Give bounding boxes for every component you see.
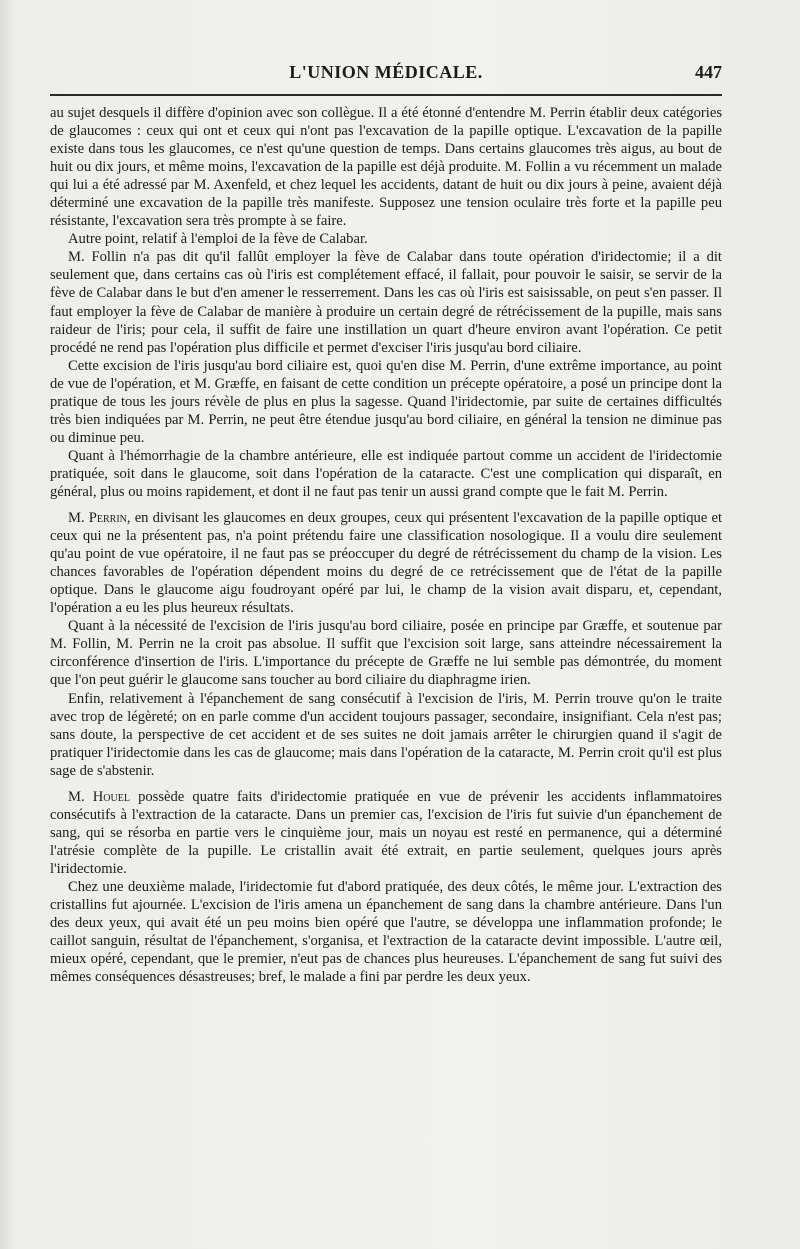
paragraph: M. Houel possède quatre faits d'iridectomie pratiquée en vue de prévenir les accidents inflammatoires consécutifs à l'extraction de la cataracte. Dans un premier cas, l'excision de l'iris fut suivie d'un épanchement de sang, qui se résorba en partie vers le cinquième jour, mais un noyau est resté en permanence, qui a déterminé l'atrésie complète de la pupille. Le cristallin avait été extrait, en partie seulement, quelques jours après l'iridectomie. [50, 788, 722, 877]
speaker-name: M. Perrin, [68, 510, 131, 527]
paragraph: Cette excision de l'iris jusqu'au bord ciliaire est, quoi qu'en dise M. Perrin, d'une extrême importance, au point de vue de l'opération, et M. Græffe, en faisant de cette condition un précepte opératoire, a posé un principe dont la pratique de tous les jours révèle de plus en plus la sagesse. Quand l'iridectomie, par suite de certaines difficultés très bien indiquées par M. Perrin, ne peut être étendue jusqu'au bord ciliaire, en général la tension ne diminue pas ou diminue peu. [50, 357, 722, 446]
paragraph: Autre point, relatif à l'emploi de la fève de Calabar. [68, 231, 368, 248]
paragraph: Quant à la nécessité de l'excision de l'iris jusqu'au bord ciliaire, posée en principe par Græffe, et soutenue par M. Follin, M. Perrin ne la croit pas absolue. Il suffit que l'excision soit large, sans atteindre nécessairement la circonférence d'insertion de l'iris. L'importance du précepte de Græffe ne lui semble pas démontrée, du moment que l'on peut guérir le glaucome sans toucher au bord ciliaire du diaphragme irien. [50, 618, 722, 689]
page-number: 447 [695, 62, 722, 82]
paragraph: M. Follin n'a pas dit qu'il fallût employer la fève de Calabar dans toute opération d'iridectomie; il a dit seulement que, dans certains cas où l'iris est complétement effacé, il fallait, pour pouvoir le saisir, se servir de la fève de Calabar dans le but d'en amener le resserrement. Dans les cas où l'iris est saisissable, on peut s'en passer. Il faut employer la fève de Calabar de manière à produire un certain degré de rétrécissement de la pupille, mais sans raideur de l'iris; pour cela, il suffit de faire une instillation un quart d'heure environ avant l'opération. Ce petit procédé ne rend pas l'opération plus difficile et permet d'exciser l'iris jusqu'au bord ciliaire. [50, 249, 722, 356]
paragraph: M. Perrin, en divisant les glaucomes en deux groupes, ceux qui présentent l'excavation de la papille optique et ceux qui ne la présentent pas, n'a point prétendu faire une classification nosologique. Il a voulu dire seulement qu'au point de vue opératoire, il ne faut pas se préoccuper du degré de rétrécissement du champ de la vision. Les chances favorables de l'opération dépendent moins du degré de ce retrécissement que de l'état de la papille optique. Dans le glaucome aigu foudroyant opéré par lui, le champ de la vision avait disparu, et, cependant, l'opération a eu les plus heureux résultats. [50, 510, 722, 617]
paragraph: Quant à l'hémorrhagie de la chambre antérieure, elle est indiquée partout comme un accident de l'iridectomie pratiquée, soit dans le glaucome, soit dans l'opération de la cataracte. C'est une complication qui disparaît, en général, plus ou moins rapidement, et dont il ne faut pas tenir un aussi grand compte que le fait M. Perrin. [50, 447, 722, 500]
paragraph: Chez une deuxième malade, l'iridectomie fut d'abord pratiquée, des deux côtés, le même jour. L'extraction des cristallins fut ajournée. L'excision de l'iris amena un épanchement de sang dans la chambre antérieure. Dans l'un des deux yeux, qui avait été un peu moins bien opéré que l'autre, se développa une inflammation profonde; le caillot sanguin, résultat de l'épanchement, s'organisa, et l'extraction de la cataracte devint impossible. L'autre œil, mieux opéré, cependant, que le premier, n'eut pas de chances plus heureuses. L'épanchement de sang fut suivi des mêmes conséquences désastreuses; bref, le malade a fini par perdre les deux yeux. [50, 878, 722, 986]
header-rule [50, 94, 722, 96]
paragraph: au sujet desquels il diffère d'opinion avec son collègue. Il a été étonné d'entendre M. Perrin établir deux catégories de glaucomes : ceux qui ont et ceux qui n'ont pas l'excavation de la papille optique. L'excavation de la papille existe dans tous les glaucomes, ce n'est qu'une question de temps. Dans certains glaucomes très aigus, au bout de huit ou dix jours, et même moins, l'excavation de la papille est déjà produite. M. Follin a vu récemment un malade qui lui a été adressé par M. Axenfeld, et chez lequel les accidents, datant de huit ou dix jours à peine, avaient déjà déterminé une excavation de la papille très manifeste. Supposez une tension oculaire très forte et la papille peu résistante, l'excavation sera très prompte à se faire. [50, 105, 722, 230]
body-text [50, 104, 722, 986]
running-title: L'UNION MÉDICALE. [289, 62, 483, 82]
page-header [50, 58, 722, 88]
paragraph: Enfin, relativement à l'épanchement de sang consécutif à l'excision de l'iris, M. Perrin trouve qu'on le traite avec trop de légèreté; on en parle comme d'un accident toujours passager, secondaire, insignifiant. Cela n'est pas; sans doute, la perspective de cet accident et de ses suites ne doit jamais arrêter le chirurgien quand il s'agit de pratiquer l'iridectomie dans les cas de glaucome; mais dans l'opération de la cataracte, M. Perrin croit qu'il est plus sage de s'abstenir. [50, 690, 722, 779]
speaker-name: M. Houel [68, 788, 130, 805]
